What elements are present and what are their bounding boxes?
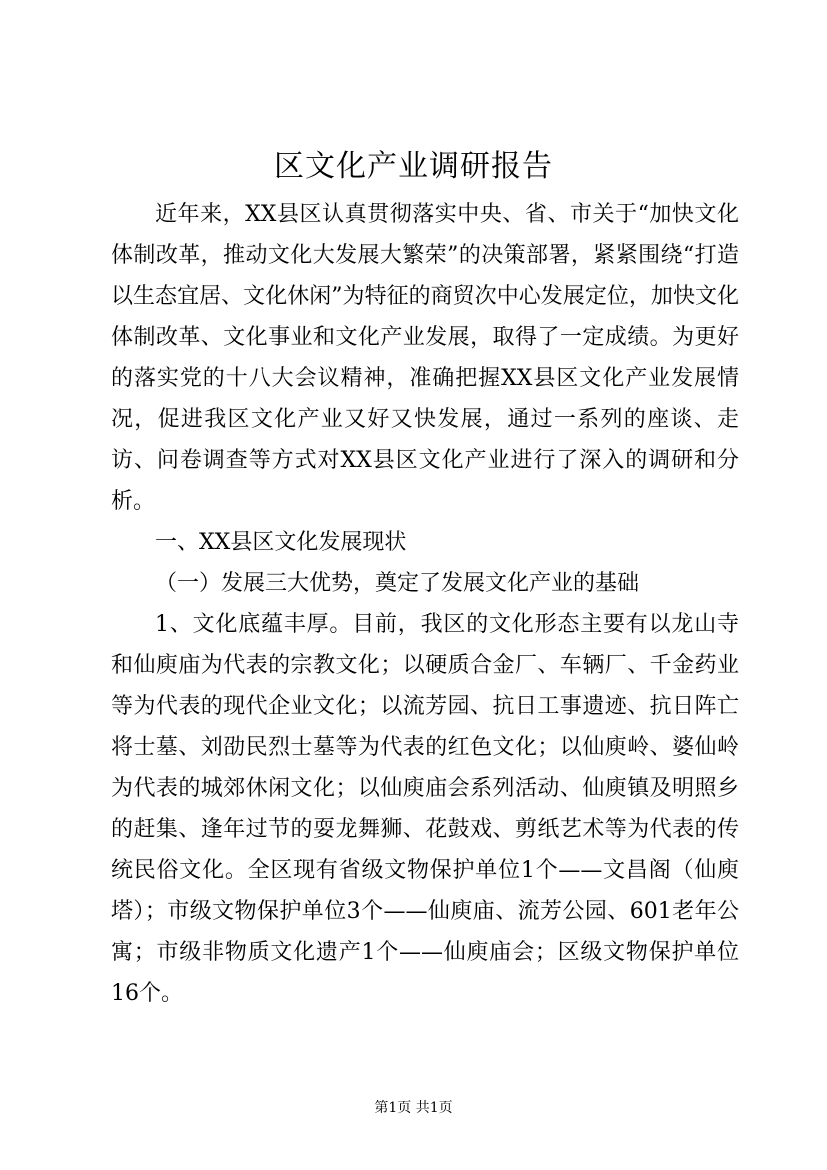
subsection-heading-1: （一）发展三大优势，奠定了发展文化产业的基础 — [155, 571, 640, 596]
section-heading-1: 一、XX县区文化发展现状 — [155, 530, 407, 555]
page-number: 第1页 共1页 — [374, 1100, 453, 1116]
paragraph-intro: 近年来，XX县区认真贯彻落实中央、省、市关于“加快文化体制改革，推动文化大发展大繁荣”的决策部署，紧紧围绕“打造以生态宜居、文化休闲”为特征的商贸次中心发展定位，加快文化体制改革、文化事业和文化产业发展，取得了一定成绩。为更好的落实党的十八大会议精神，准确把握XX县区文化产业发展情况，促进我区文化产业又好又快发展，通过一系列的座谈、走访、问卷调查等方式对XX县区文化产业进行了深入的调研和分析。 — [111, 202, 739, 514]
paragraph-cultural-heritage: 1、文化底蕴丰厚。目前，我区的文化形态主要有以龙山寺和仙庾庙为代表的宗教文化；以硬质合金厂、车辆厂、千金药业等为代表的现代企业文化；以流芳园、抗日工事遗迹、抗日阵亡将士墓、刘劭民烈士墓等为代表的红色文化；以仙庾岭、婆仙岭为代表的城郊休闲文化；以仙庾庙会系列活动、仙庾镇及明照乡的赶集、逢年过节的耍龙舞狮、花鼓戏、剪纸艺术等为代表的传统民俗文化。全区现有省级文物保护单位1个——文昌阁（仙庾塔）；市级文物保护单位3个——仙庾庙、流芳公园、601老年公寓；市级非物质文化遗产1个——仙庾庙会；区级文物保护单位16个。 — [111, 612, 739, 1006]
document-body — [111, 194, 739, 1014]
page-title: 区文化产业调研报告 — [274, 149, 553, 184]
